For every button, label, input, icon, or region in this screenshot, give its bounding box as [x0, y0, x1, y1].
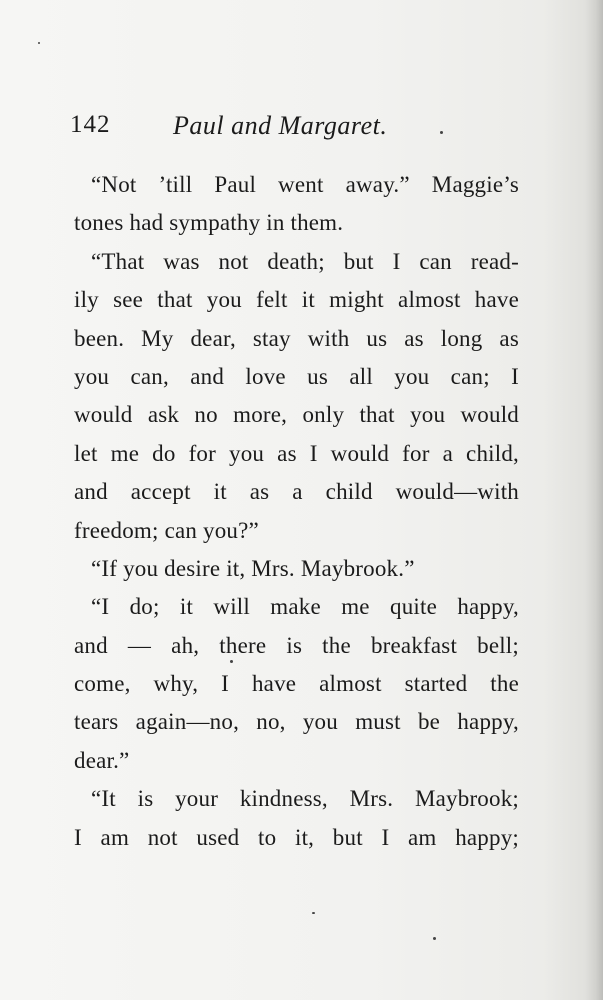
text-line: “If you desire it, Mrs. Maybrook.” [91, 555, 415, 581]
text-line: freedom; can you?” [74, 517, 259, 543]
text-line: you can, and love us all you can; I [74, 363, 519, 389]
text-line: come, why, I have almost started the [74, 671, 519, 697]
paper-speck [433, 937, 436, 940]
text-line: ily see that you felt it might almost have [74, 287, 519, 313]
body-text [74, 166, 519, 857]
page-edge-shadow [585, 0, 603, 1000]
page-number: 142 [70, 111, 111, 138]
text-line: and accept it as a child would—with [74, 479, 519, 505]
text-line: “Not ’till Paul went away.” Maggie’s [91, 172, 519, 197]
paper-speck [38, 42, 40, 44]
text-line: tones had sympathy in them. [74, 210, 344, 236]
text-line: and — ah, there is the breakfast bell; [74, 632, 519, 658]
text-line: let me do for you as I would for a child, [74, 440, 519, 466]
paper-speck [440, 131, 443, 134]
text-line: been. My dear, stay with us as long as [74, 325, 519, 351]
paper-speck [312, 912, 315, 914]
text-line: “I do; it will make me quite happy, [91, 594, 519, 620]
text-line: “That was not death; but I can read- [91, 248, 519, 274]
text-line: dear.” [74, 747, 130, 773]
text-line: tears again—no, no, you must be happy, [74, 709, 519, 735]
text-line: I am not used to it, but I am happy; [74, 824, 519, 850]
text-line: “It is your kindness, Mrs. Maybrook; [91, 786, 519, 812]
text-line: would ask no more, only that you would [74, 402, 519, 428]
running-title: Paul and Margaret. [173, 111, 388, 140]
paper-speck [230, 660, 233, 663]
page-header [70, 111, 540, 145]
